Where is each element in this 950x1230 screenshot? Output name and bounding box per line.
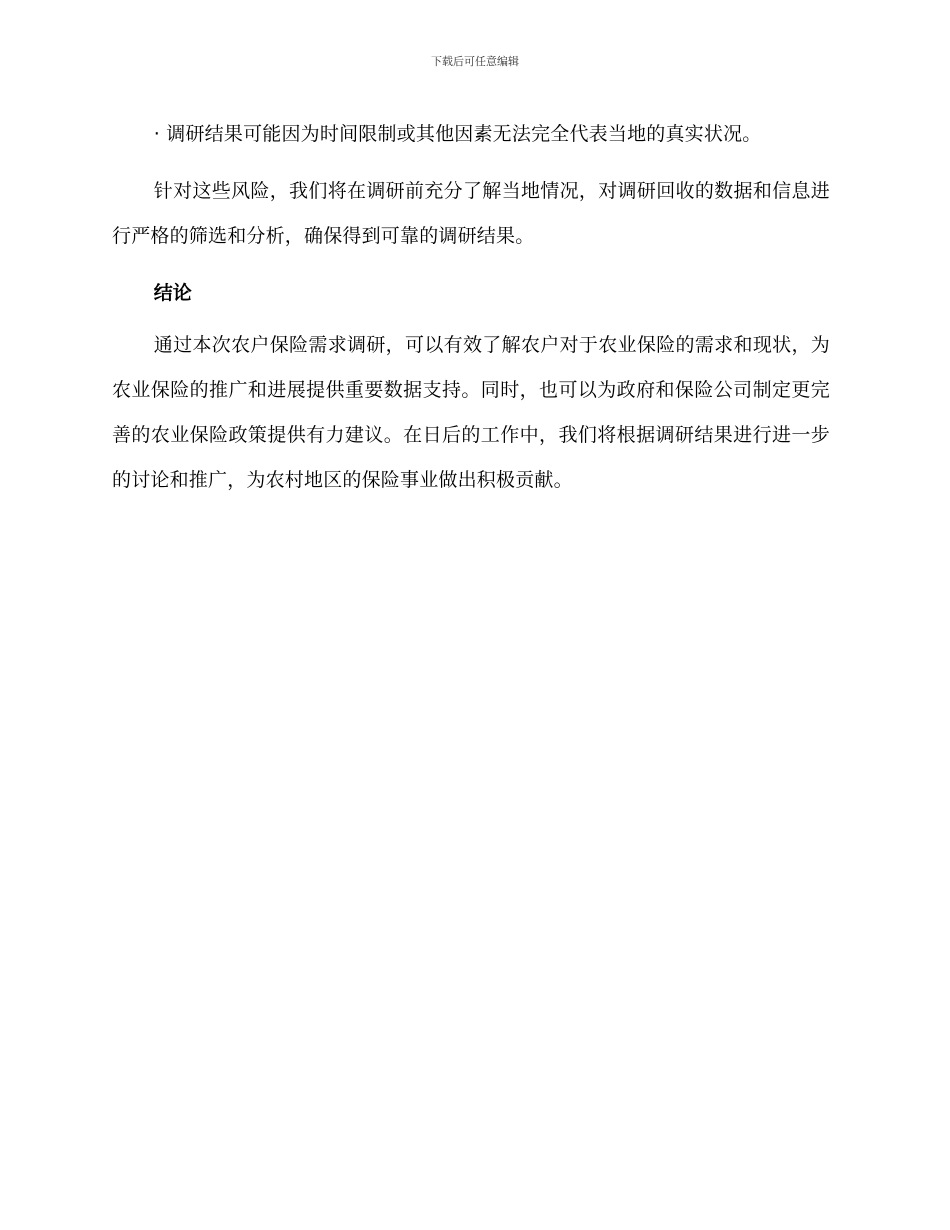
risk-mitigation-paragraph: 针对这些风险，我们将在调研前充分了解当地情况，对调研回收的数据和信息进行严格的筛选和分析，确保得到可靠的调研结果。 [112,180,830,247]
conclusion-heading: 结论 [153,282,192,304]
header-note: 下载后可任意编辑 [431,55,519,68]
risk-bullet-paragraph: · 调研结果可能因为时间限制或其他因素无法完全代表当地的真实状况。 [153,123,762,145]
conclusion-paragraph: 通过本次农户保险需求调研，可以有效了解农户对于农业保险的需求和现状，为农业保险的推广和进展提供重要数据支持。同时，也可以为政府和保险公司制定更完善的农业保险政策提供有力建议。在日后的工作中，我们将根据调研结果进行进一步的讨论和推广，为农村地区的保险事业做出积极贡献。 [112,334,830,491]
document-body [112,112,830,515]
